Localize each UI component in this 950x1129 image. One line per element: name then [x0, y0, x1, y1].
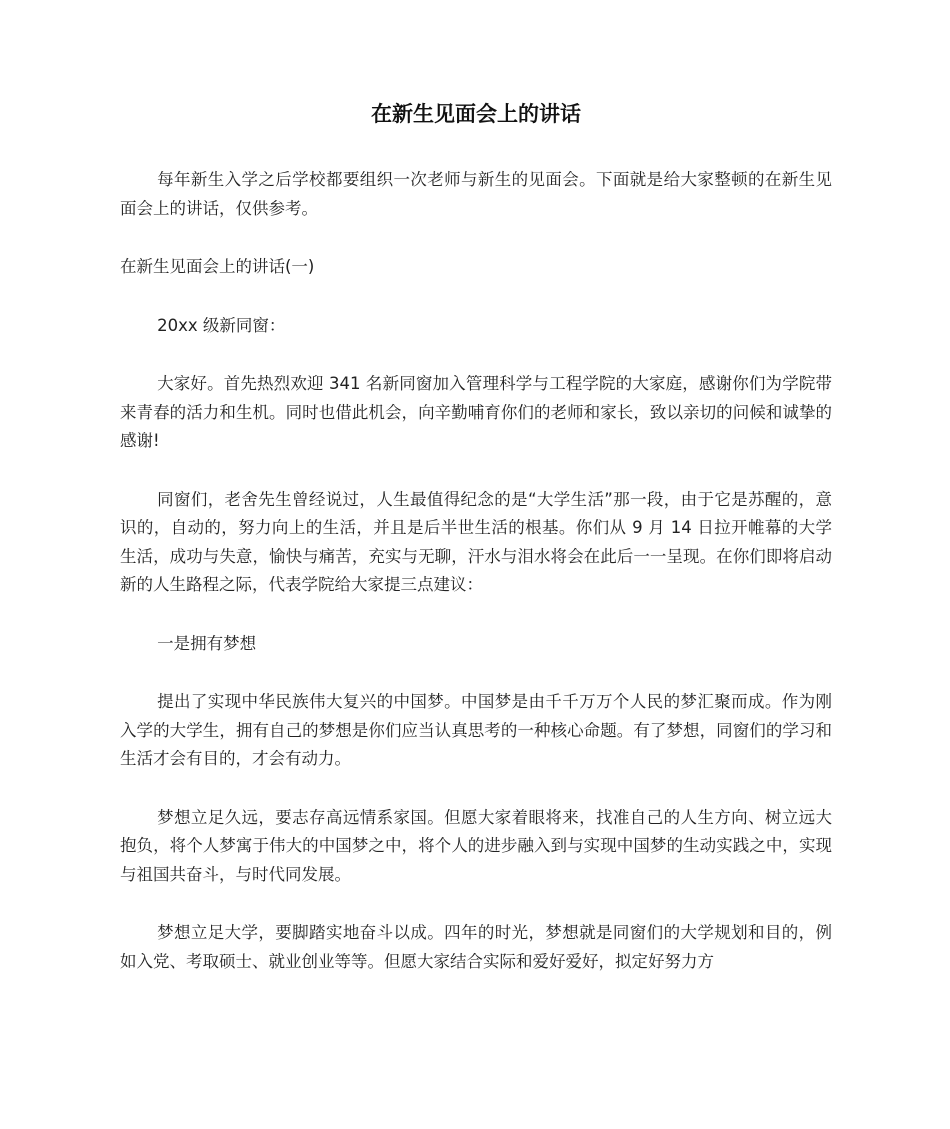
section-heading: 在新生见面会上的讲话(一) — [120, 257, 315, 276]
body-paragraph: 提出了实现中华民族伟大复兴的中国梦。中国梦是由千千万万个人民的梦汇聚而成。作为刚入学的大学生，拥有自己的梦想是你们应当认真思考的一种核心命题。有了梦想，同窗们的学习和生活才会有目的，才会有动力。 — [120, 692, 832, 768]
body-paragraph: 梦想立足大学，要脚踏实地奋斗以成。四年的时光，梦想就是同窗们的大学规划和目的，例如入党、考取硕士、就业创业等等。但愿大家结合实际和爱好爱好，拟定好努力方 — [120, 923, 832, 971]
body-paragraph: 大家好。首先热烈欢迎 341 名新同窗加入管理科学与工程学院的大家庭，感谢你们为学院带来青春的活力和生机。同时也借此机会，向辛勤哺育你们的老师和家长，致以亲切的问候和诚挚的感谢! — [120, 374, 832, 450]
document-body — [120, 96, 832, 1006]
document-title: 在新生见面会上的讲话 — [371, 102, 581, 126]
intro-paragraph: 每年新生入学之后学校都要组织一次老师与新生的见面会。下面就是给大家整顿的在新生见面会上的讲话，仅供参考。 — [120, 170, 832, 218]
salutation: 20xx 级新同窗： — [157, 315, 286, 335]
subsection-heading: 一是拥有梦想 — [157, 633, 257, 653]
body-paragraph: 同窗们，老舍先生曾经说过，人生最值得纪念的是“大学生活”那一段，由于它是苏醒的，意识的，自动的，努力向上的生活，并且是后半世生活的根基。你们从 9 月 14 日拉开帷幕的大学生活，成功与失意，愉快与痛苦，充实与无聊，汗水与泪水将会在此后一一呈现。在你们即将启动新的人生路程之际，代表学院给大家提三点建议： — [120, 489, 832, 594]
body-paragraph: 梦想立足久远，要志存高远情系家国。但愿大家着眼将来，找准自己的人生方向、树立远大抱负，将个人梦寓于伟大的中国梦之中，将个人的进步融入到与实现中国梦的生动实践之中，实现与祖国共奋斗，与时代同发展。 — [120, 807, 832, 884]
